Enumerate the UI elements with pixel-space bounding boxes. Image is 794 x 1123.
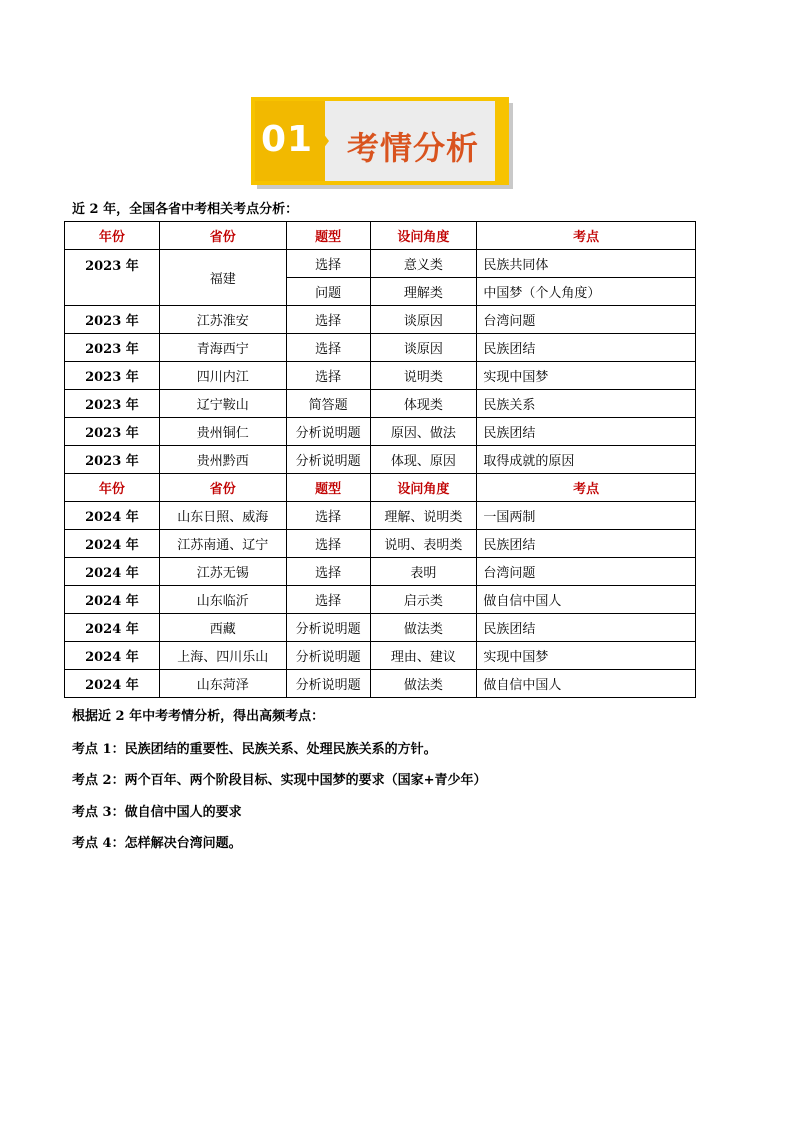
cell-type: 问题 bbox=[286, 278, 370, 306]
cell-year: 2024 年 bbox=[65, 558, 160, 586]
header-key-point: 考点 bbox=[477, 474, 696, 502]
cell-key-point: 民族团结 bbox=[477, 334, 696, 362]
cell-angle: 表明 bbox=[370, 558, 477, 586]
cell-province: 山东菏泽 bbox=[159, 670, 286, 698]
table-row bbox=[65, 306, 696, 334]
key-point-3: 考点 3：做自信中国人的要求 bbox=[72, 805, 242, 820]
cell-type: 分析说明题 bbox=[286, 446, 370, 474]
cell-type: 选择 bbox=[286, 502, 370, 530]
cell-key-point: 中国梦（个人角度） bbox=[477, 278, 696, 306]
cell-angle: 谈原因 bbox=[370, 334, 477, 362]
cell-key-point: 一国两制 bbox=[477, 502, 696, 530]
cell-province: 山东临沂 bbox=[159, 586, 286, 614]
key-point-1: 考点 1：民族团结的重要性、民族关系、处理民族关系的方针。 bbox=[72, 742, 437, 757]
cell-year: 2024 年 bbox=[65, 670, 160, 698]
cell-angle: 说明类 bbox=[370, 362, 477, 390]
cell-angle: 谈原因 bbox=[370, 306, 477, 334]
summary-lead: 根据近 2 年中考考情分析，得出高频考点： bbox=[72, 709, 325, 724]
exam-analysis-table bbox=[64, 221, 696, 698]
section-banner bbox=[251, 97, 509, 185]
cell-province: 江苏无锡 bbox=[159, 558, 286, 586]
header-question-type: 题型 bbox=[286, 222, 370, 250]
cell-province: 山东日照、威海 bbox=[159, 502, 286, 530]
cell-year: 2024 年 bbox=[65, 502, 160, 530]
cell-province: 青海西宁 bbox=[159, 334, 286, 362]
cell-year: 2023 年 bbox=[65, 362, 160, 390]
cell-key-point: 台湾问题 bbox=[477, 306, 696, 334]
banner-title: 考情分析 bbox=[347, 129, 480, 167]
cell-province: 四川内江 bbox=[159, 362, 286, 390]
table-row bbox=[65, 530, 696, 558]
cell-type: 分析说明题 bbox=[286, 642, 370, 670]
cell-angle: 意义类 bbox=[370, 250, 477, 278]
cell-type: 选择 bbox=[286, 362, 370, 390]
cell-province: 贵州铜仁 bbox=[159, 418, 286, 446]
cell-angle: 体现、原因 bbox=[370, 446, 477, 474]
cell-province: 贵州黔西 bbox=[159, 446, 286, 474]
cell-type: 分析说明题 bbox=[286, 418, 370, 446]
cell-key-point: 民族团结 bbox=[477, 418, 696, 446]
cell-key-point: 做自信中国人 bbox=[477, 586, 696, 614]
cell-angle: 启示类 bbox=[370, 586, 477, 614]
table-row bbox=[65, 670, 696, 698]
header-year: 年份 bbox=[65, 474, 160, 502]
cell-year: 2023 年 bbox=[65, 306, 160, 334]
cell-province: 福建 bbox=[159, 250, 286, 306]
cell-province: 江苏淮安 bbox=[159, 306, 286, 334]
cell-year: 2024 年 bbox=[65, 642, 160, 670]
table-row bbox=[65, 642, 696, 670]
cell-year: 2023 年 bbox=[65, 446, 160, 474]
cell-year: 2024 年 bbox=[65, 614, 160, 642]
table-row bbox=[65, 558, 696, 586]
cell-key-point: 民族团结 bbox=[477, 530, 696, 558]
table-row bbox=[65, 586, 696, 614]
cell-angle: 理由、建议 bbox=[370, 642, 477, 670]
table-row bbox=[65, 502, 696, 530]
cell-type: 选择 bbox=[286, 558, 370, 586]
cell-angle: 做法类 bbox=[370, 670, 477, 698]
header-province: 省份 bbox=[159, 222, 286, 250]
cell-angle: 做法类 bbox=[370, 614, 477, 642]
header-question-angle: 设问角度 bbox=[370, 474, 477, 502]
cell-year: 2023 年 bbox=[65, 418, 160, 446]
cell-angle: 理解、说明类 bbox=[370, 502, 477, 530]
intro-text: 近 2 年，全国各省中考相关考点分析： bbox=[72, 202, 299, 217]
header-province: 省份 bbox=[159, 474, 286, 502]
cell-province: 辽宁鞍山 bbox=[159, 390, 286, 418]
cell-type: 选择 bbox=[286, 586, 370, 614]
cell-key-point: 实现中国梦 bbox=[477, 362, 696, 390]
header-question-type: 题型 bbox=[286, 474, 370, 502]
cell-key-point: 民族共同体 bbox=[477, 250, 696, 278]
cell-angle: 原因、做法 bbox=[370, 418, 477, 446]
cell-province: 江苏南通、辽宁 bbox=[159, 530, 286, 558]
table-row bbox=[65, 614, 696, 642]
header-question-angle: 设问角度 bbox=[370, 222, 477, 250]
table-row bbox=[65, 446, 696, 474]
table-row bbox=[65, 362, 696, 390]
cell-key-point: 台湾问题 bbox=[477, 558, 696, 586]
table-row bbox=[65, 390, 696, 418]
cell-year: 2024 年 bbox=[65, 586, 160, 614]
header-key-point: 考点 bbox=[477, 222, 696, 250]
cell-key-point: 做自信中国人 bbox=[477, 670, 696, 698]
key-point-4: 考点 4：怎样解决台湾问题。 bbox=[72, 836, 242, 851]
cell-type: 选择 bbox=[286, 250, 370, 278]
cell-type: 分析说明题 bbox=[286, 670, 370, 698]
cell-type: 分析说明题 bbox=[286, 614, 370, 642]
cell-type: 选择 bbox=[286, 306, 370, 334]
cell-type: 简答题 bbox=[286, 390, 370, 418]
cell-angle: 说明、表明类 bbox=[370, 530, 477, 558]
cell-year: 2024 年 bbox=[65, 530, 160, 558]
banner-number: 01 bbox=[261, 119, 314, 160]
cell-type: 选择 bbox=[286, 334, 370, 362]
cell-key-point: 取得成就的原因 bbox=[477, 446, 696, 474]
cell-year: 2023 年 bbox=[65, 250, 160, 306]
table-header-row bbox=[65, 222, 696, 250]
cell-key-point: 实现中国梦 bbox=[477, 642, 696, 670]
chevron-right-icon bbox=[317, 125, 329, 157]
table-row bbox=[65, 250, 696, 278]
table-header-row bbox=[65, 474, 696, 502]
table-row bbox=[65, 418, 696, 446]
cell-province: 上海、四川乐山 bbox=[159, 642, 286, 670]
cell-angle: 理解类 bbox=[370, 278, 477, 306]
cell-year: 2023 年 bbox=[65, 390, 160, 418]
key-point-2: 考点 2：两个百年、两个阶段目标、实现中国梦的要求（国家+青少年） bbox=[72, 773, 487, 788]
cell-year: 2023 年 bbox=[65, 334, 160, 362]
table-row bbox=[65, 334, 696, 362]
cell-key-point: 民族关系 bbox=[477, 390, 696, 418]
cell-key-point: 民族团结 bbox=[477, 614, 696, 642]
header-year: 年份 bbox=[65, 222, 160, 250]
cell-type: 选择 bbox=[286, 530, 370, 558]
cell-province: 西藏 bbox=[159, 614, 286, 642]
cell-angle: 体现类 bbox=[370, 390, 477, 418]
